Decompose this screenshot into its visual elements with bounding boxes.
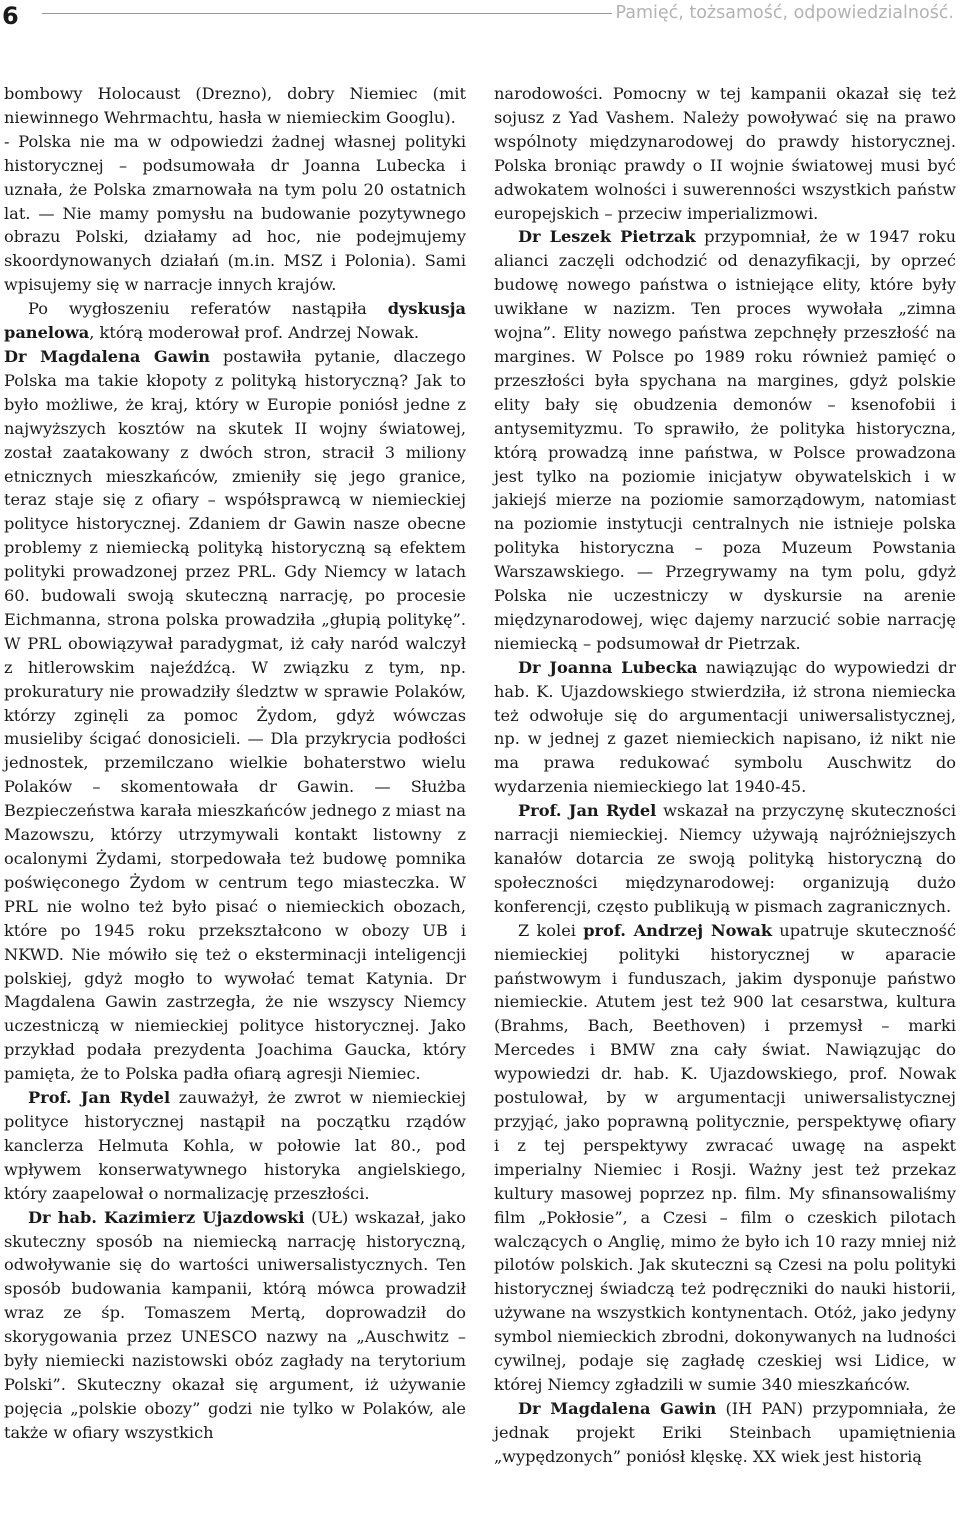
paragraph: Dr Magdalena Gawin (IH PAN) przypomniała, że jednak projekt Eriki Steinbach upamiętnienia „wypędzonych” poniósł klęskę. XX wiek jest historią (494, 1398, 957, 1466)
paragraph: bombowy Holocaust (Drezno), dobry Niemiec (mit niewinnego Wehrmachtu, hasła w niemieckim Googlu). (4, 84, 466, 127)
paragraph: Dr Magdalena Gawin postawiła pytanie, dlaczego Polska ma takie kłopoty z polityką historyczną? Jak to było możliwe, że kraj, który w Europie poniósł jedne z najwyższych kosztów na skutek II wojny światowej, został zaatakowany z dwóch stron, stracił 3 miliony etnicznych mieszkańców, zmieniły się jego granice, teraz staje się z ofiary – współsprawcą w niemieckiej polityce historycznej. Zdaniem dr Gawin nasze obecne problemy z niemiecką polityką historyczną są efektem polityki prowadzonej przez PRL. Gdy Niemcy w latach 60. budowali swoją skuteczną narrację, po procesie Eichmanna, strona polska prowadziła „głupią politykę”. W PRL obowiązywał paradygmat, iż cały naród walczył z hitlerowskim najeźdźcą. W związku z tym, np. prokuratury nie prowadziły śledztw w sprawie Polaków, którzy zginęli za pomoc Żydom, gdyż wówczas musieliby ścigać donosicieli. — Dla przykrycia podłości jednostek, przemilczano wielkie bohaterstwo wielu Polaków – skomentowała dr Gawin. — Służba Bezpieczeństwa karała mieszkańców jednego z miast na Mazowszu, którzy utrzymywali kontakt listowny z ocalonymi Żydami, storpedowała też budowę pomnika poświęconego Żydom w centrum tego miasteczka. W PRL nie wolno też było pisać o niemieckich obozach, które po 1945 roku przekształcono w obozy UB i NKWD. Nie mówiło się też o eksterminacji inteligencji polskiej, gdyż mogło to wywołać temat Katynia. Dr Magdalena Gawin zastrzegła, że nie wszyscy Niemcy uczestniczą w niemieckiej polityce historycznej. Jako przykład podała prezydenta Joachima Gaucka, który pamięta, że to Polska padła ofiarą agresji Niemiec. (4, 346, 466, 1084)
page-header (0, 0, 960, 40)
paragraph: narodowości. Pomocny w tej kampanii okazał się też sojusz z Yad Vashem. Należy powoływać się na prawo wspólnoty międzynarodowej do prawdy historycznej. Polska broniąc prawdy o II wojnie światowej musi być adwokatem wolności i suwerenności wszystkich państw europejskich – przeciw imperializmowi. (494, 84, 956, 223)
paragraph: Dr hab. Kazimierz Ujazdowski (UŁ) wskazał, jako skuteczny sposób na niemiecką narrację historyczną, odwoływanie się do wartości uniwersalistycznych. Ten sposób budowania kampanii, którą mówca prowadził wraz ze śp. Tomaszem Mertą, doprowadził do skorygowania przez UNESCO nazwy na „Auschwitz – były niemiecki nazistowski obóz zagłady na terytorium Polski”. Skuteczny okazał się argument, iż używanie pojęcia „polskie obozy” godzi nie tylko w Polaków, ale także w ofiary wszystkich (4, 1207, 466, 1442)
right-column (494, 82, 956, 1469)
paragraph: Z kolei prof. Andrzej Nowak upatruje skuteczność niemieckiej polityki historycznej w aparacie państwowym i funduszach, jakim dysponuje państwo niemieckie. Atutem jest też 900 lat cesarstwa, kultura (Brahms, Bach, Beethoven) i przemysł – marki Mercedes i BMW zna cały świat. Nawiązując do wypowiedzi dr. hab. K. Ujazdowskiego, prof. Nowak postulował, by w argumentacji uniwersalistycznej przyjąć, jako poprawną politycznie, perspektywę ofiary i z tej perspektywy zwracać uwagę na aspekt imperialny Niemiec i Rosji. Ważny jest też przekaz kultury masowej poprzez np. film. My sfinansowaliśmy film „Pokłosie”, a Czesi – film o czeskich pilotach walczących o Anglię, mimo że było ich 10 razy mniej niż pilotów polskich. Jak skuteczni są Czesi na polu polityki historycznej świadczą też podręczniki do nauki historii, używane na wszystkich kontynentach. Otóż, jako jedyny symbol niemieckich zbrodni, dokonywanych na ludności cywilnej, podaje się zagładę czeskiej wsi Lidice, w której Niemcy zgładzili w sumie 340 mieszkańców. (494, 920, 957, 1394)
paragraph: Dr Leszek Pietrzak przypomniał, że w 1947 roku alianci zaczęli odchodzić od denazyfikacji, by oprzeć budowę nowego państwa o istniejące elity, które były uwikłane w nazizm. Ten proces wywołała „zimna wojna”. Elity nowego państwa zepchnęły przeszłość na margines. W Polsce po 1989 roku również pamięć o przeszłości była spychana na margines, gdyż polskie elity bały się obudzenia demonów – ksenofobii i antysemityzmu. To sprawiło, że polityka historyczna, którą prowadzą inne państwa, w Polsce prowadzona jest tylko na poziomie inicjatyw obywatelskich i w jakiejś mierze na poziomie samorządowym, natomiast na poziomie instytucji centralnych nie istnieje polska polityka historyczna – poza Muzeum Powstania Warszawskiego. — Przegrywamy na tym polu, gdyż Polska nie uczestniczy w dyskursie na arenie międzynarodowej, więc dajemy narzucić sobie narrację niemiecką – podsumował dr Pietrzak. (494, 227, 956, 653)
running-title: Pamięć, tożsamość, odpowiedzialność. (615, 3, 954, 23)
speaker-name: Dr Magdalena Gawin (518, 1398, 717, 1418)
paragraph: Po wygłoszeniu referatów nastąpiła dyskusja panelowa, którą moderował prof. Andrzej Nowak. (4, 299, 466, 343)
left-column (4, 82, 466, 1445)
header-rule (42, 13, 612, 14)
speaker-name: Dr hab. Kazimierz Ujazdowski (28, 1207, 305, 1227)
bold-term: dyskusja panelowa (4, 299, 466, 343)
speaker-name: Dr Magdalena Gawin (4, 346, 210, 366)
paragraph: Dr Joanna Lubecka nawiązując do wypowiedzi dr hab. K. Ujazdowskiego stwierdziła, iż strona niemiecka też odwołuje się do argumentacji uniwersalistycznej, np. w jednej z gazet niemieckich napisano, iż nikt nie ma prawa redukować symbolu Auschwitz do wydarzenia niemieckiego lat 1940-45. (494, 657, 957, 797)
speaker-name: Dr Joanna Lubecka (518, 657, 698, 677)
speaker-name: Dr Leszek Pietrzak (518, 227, 696, 247)
paragraph: - Polska nie ma w odpowiedzi żadnej własnej polityki historycznej – podsumowała dr Joanna Lubecka i uznała, że Polska zmarnowała na tym polu 20 ostatnich lat. — Nie mamy pomysłu na budowanie pozytywnego obrazu Polski, działamy ad hoc, nie podejmujemy skoordynowanych działań (m.in. MSZ i Polonia). Sami wpisujemy się w narracje innych krajów. (4, 131, 466, 295)
speaker-name: Prof. Jan Rydel (28, 1088, 171, 1108)
paragraph: Prof. Jan Rydel zauważył, że zwrot w niemieckiej polityce historycznej nastąpił na początku rządów kanclerza Helmuta Kohla, w połowie lat 80., pod wpływem konserwatywnego historyka angielskiego, który zaapelował o normalizację przeszłości. (4, 1088, 466, 1203)
speaker-name: prof. Andrzej Nowak (583, 920, 773, 940)
speaker-name: Prof. Jan Rydel (518, 801, 657, 821)
paragraph: Prof. Jan Rydel wskazał na przyczynę skuteczności narracji niemieckiej. Niemcy używają najróżniejszych kanałów dotarcia ze swoją polityką historyczną do społeczności międzynarodowej: organizują dużo konferencji, często publikują w pismach zagranicznych. (494, 801, 956, 916)
page-number: 6 (2, 2, 19, 30)
